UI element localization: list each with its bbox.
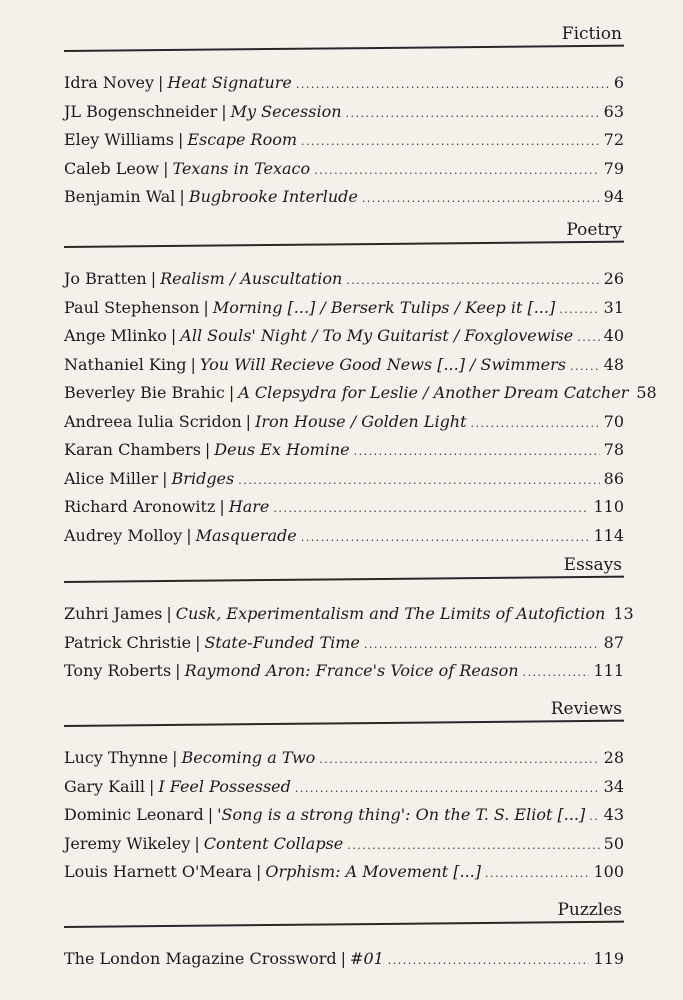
entry-page: 110 — [593, 497, 624, 516]
dot-leader — [589, 804, 599, 831]
toc-entry — [64, 156, 624, 185]
entry-page: 78 — [603, 440, 624, 459]
toc-entry — [64, 323, 624, 352]
entry-author: Zuhri James — [64, 604, 163, 623]
entry-page: 119 — [593, 949, 624, 968]
section-reviews — [64, 699, 624, 888]
entry-author: Lucy Thynne — [64, 748, 169, 767]
separator: | — [177, 130, 184, 149]
dot-leader — [570, 354, 600, 381]
section-heading: Puzzles — [557, 900, 622, 920]
entry-author: Dominic Leonard — [64, 805, 204, 824]
dot-leader — [354, 439, 600, 466]
toc-entry — [64, 601, 634, 630]
entry-page: 58 — [636, 383, 657, 402]
entry-title: Realism / Auscultation — [160, 269, 343, 288]
dot-leader — [295, 776, 600, 803]
toc-entry — [64, 99, 624, 128]
entry-author: Jeremy Wikeley — [64, 833, 191, 853]
dot-leader — [559, 297, 599, 324]
dot-leader — [296, 72, 610, 99]
toc-entry — [64, 266, 624, 295]
dot-leader — [471, 411, 600, 438]
entry-author: Eley Williams — [64, 130, 174, 149]
entry-title: Orphism: A Movement [...] — [265, 862, 481, 881]
entry-author: Beverley Bie Brahic — [64, 383, 225, 402]
entry-page: 86 — [603, 468, 624, 488]
toc-entry — [64, 466, 624, 495]
dot-leader — [523, 660, 590, 687]
entry-title: Content Collapse — [203, 833, 344, 853]
entry-title: All Souls' Night / To My Guitarist / Foxglovewise — [180, 326, 574, 345]
entry-title: Heat Signature — [167, 73, 292, 92]
entry-page: 111 — [593, 661, 624, 680]
separator: | — [162, 468, 168, 488]
toc-entry — [64, 523, 624, 552]
dot-leader — [364, 632, 600, 659]
section-heading: Reviews — [550, 699, 622, 719]
entry-title: Morning [...] / Berserk Tulips / Keep it [...] — [212, 297, 556, 317]
dot-leader — [577, 325, 599, 352]
toc-entry — [64, 409, 624, 438]
entry-title: Bugbrooke Interlude — [188, 187, 358, 206]
dot-leader — [238, 468, 599, 495]
entry-page: 94 — [603, 187, 624, 206]
separator: | — [179, 187, 185, 206]
entry-page: 100 — [593, 862, 624, 881]
entry-page: 31 — [603, 297, 624, 317]
entry-author: Caleb Leow — [64, 158, 160, 178]
separator: | — [186, 525, 192, 545]
entry-title: Texans in Texaco — [172, 158, 311, 178]
toc-entry — [64, 831, 624, 860]
toc-entry — [64, 774, 624, 803]
entry-page: 63 — [603, 101, 624, 121]
entry-page: 114 — [593, 525, 624, 545]
entry-title: State-Funded Time — [204, 632, 360, 652]
toc-entry — [64, 630, 624, 659]
entry-title: Bridges — [171, 468, 235, 488]
dot-leader — [347, 833, 599, 860]
dot-leader — [388, 948, 590, 975]
section-essays — [64, 555, 634, 687]
separator: | — [190, 354, 196, 374]
separator: | — [150, 269, 157, 288]
entry-page: 43 — [603, 805, 624, 824]
entry-author: Alice Miller — [64, 468, 159, 488]
entry-author: Benjamin Wal — [64, 187, 176, 206]
entry-page: 26 — [603, 269, 624, 288]
entry-title: Deus Ex Homine — [214, 440, 350, 459]
separator: | — [148, 776, 155, 796]
section-divider — [64, 720, 624, 727]
section-heading: Poetry — [566, 220, 622, 240]
entry-title: Escape Room — [187, 130, 298, 149]
section-heading: Essays — [563, 555, 622, 575]
separator: | — [172, 748, 178, 767]
entry-title: Becoming a Two — [181, 748, 316, 767]
entry-page: 6 — [613, 73, 624, 92]
section-heading: Fiction — [561, 24, 622, 44]
dot-leader — [273, 496, 589, 523]
toc-entry — [64, 658, 624, 687]
entry-page: 40 — [603, 326, 624, 345]
entry-page: 48 — [603, 354, 624, 374]
separator: | — [163, 158, 169, 178]
entry-page: 79 — [603, 158, 624, 178]
toc-entry — [64, 127, 624, 156]
toc-entry — [64, 295, 624, 324]
toc-entry — [64, 859, 624, 888]
dot-leader — [301, 525, 590, 552]
toc-entry — [64, 946, 624, 975]
entry-author: Gary Kaill — [64, 776, 145, 796]
toc-entry — [64, 184, 624, 213]
dot-leader — [485, 861, 589, 888]
dot-leader — [319, 747, 599, 774]
entry-page: 50 — [603, 833, 624, 853]
separator: | — [204, 440, 211, 459]
toc-entry — [64, 802, 624, 831]
entry-page: 72 — [603, 130, 624, 149]
entry-author: Andreea Iulia Scridon — [64, 411, 242, 431]
entry-author: Louis Harnett O'Meara — [64, 862, 252, 881]
dot-leader — [362, 186, 600, 213]
section-puzzles — [64, 900, 624, 975]
entry-author: Nathaniel King — [64, 354, 187, 374]
entry-author: JL Bogenschneider — [64, 101, 218, 121]
separator: | — [245, 411, 252, 431]
toc-entry — [64, 437, 624, 466]
separator: | — [228, 383, 235, 402]
entry-author: Idra Novey — [64, 73, 155, 92]
dot-leader — [314, 158, 600, 185]
toc-entry — [64, 70, 624, 99]
separator: | — [166, 604, 172, 623]
section-fiction — [64, 24, 624, 213]
entry-title: Raymond Aron: France's Voice of Reason — [184, 661, 519, 680]
separator: | — [219, 497, 225, 516]
toc-entry — [64, 494, 624, 523]
toc-entry — [64, 745, 624, 774]
separator: | — [195, 632, 201, 652]
dot-leader — [346, 268, 599, 295]
separator: | — [207, 805, 214, 824]
separator: | — [255, 862, 262, 881]
separator: | — [158, 73, 164, 92]
section-divider — [64, 576, 624, 583]
entry-page: 87 — [603, 632, 624, 652]
entry-page: 13 — [613, 604, 634, 623]
entry-title: #01 — [350, 949, 384, 968]
entry-page: 28 — [603, 748, 624, 767]
dot-leader — [301, 129, 600, 156]
entry-title: 'Song is a strong thing': On the T. S. Eliot [...] — [217, 805, 586, 824]
entry-title: Masquerade — [195, 525, 297, 545]
entry-title: Cusk, Experimentalism and The Limits of Autofiction — [175, 604, 606, 623]
entry-title: I Feel Possessed — [158, 776, 291, 796]
section-divider — [64, 921, 624, 928]
toc-entry — [64, 352, 624, 381]
section-poetry — [64, 220, 657, 551]
entry-author: Ange Mlinko — [64, 326, 167, 345]
toc-entry — [64, 380, 657, 409]
entry-author: Paul Stephenson — [64, 297, 200, 317]
separator: | — [340, 949, 347, 968]
section-divider — [64, 45, 624, 52]
separator: | — [203, 297, 209, 317]
entry-title: You Will Recieve Good News [...] / Swimmers — [199, 354, 566, 374]
entry-author: Patrick Christie — [64, 632, 192, 652]
entry-page: 34 — [603, 776, 624, 796]
entry-page: 70 — [603, 411, 624, 431]
entry-title: My Secession — [230, 101, 342, 121]
separator: | — [175, 661, 181, 680]
entry-author: The London Magazine Crossword — [64, 949, 337, 968]
entry-author: Karan Chambers — [64, 440, 201, 459]
entry-title: Hare — [228, 497, 270, 516]
entry-title: A Clepsydra for Leslie / Another Dream Catcher — [238, 383, 629, 402]
entry-author: Jo Bratten — [64, 269, 147, 288]
separator: | — [194, 833, 200, 853]
entry-author: Tony Roberts — [64, 661, 172, 680]
section-divider — [64, 241, 624, 248]
entry-title: Iron House / Golden Light — [255, 411, 467, 431]
separator: | — [221, 101, 227, 121]
dot-leader — [346, 101, 600, 128]
separator: | — [170, 326, 177, 345]
entry-author: Audrey Molloy — [64, 525, 183, 545]
entry-author: Richard Aronowitz — [64, 497, 216, 516]
